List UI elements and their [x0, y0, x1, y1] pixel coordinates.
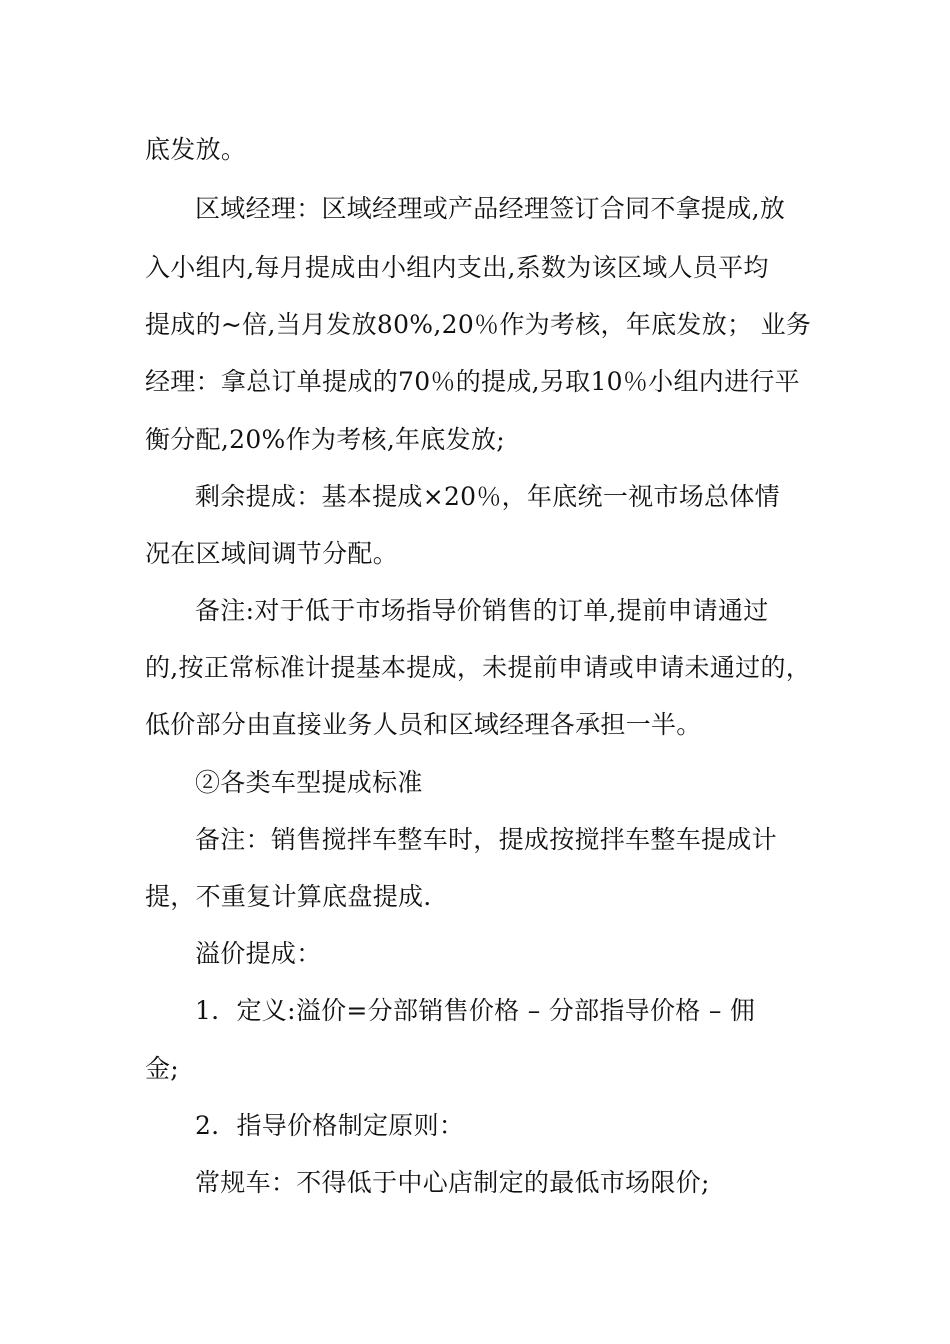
- text-line: 1．定义:溢价=分部销售价格 – 分部指导价格 – 佣: [195, 996, 756, 1025]
- text-line: 经理：拿总订单提成的70％的提成,另取10％小组内进行平: [145, 367, 800, 396]
- text-line: 备注:对于低于市场指导价销售的订单,提前申请通过: [195, 596, 769, 625]
- text-line: 衡分配,20%作为考核,年底发放;: [145, 425, 505, 454]
- section-heading: ②各类车型提成标准: [195, 768, 423, 797]
- text-line: 的,按正常标准计提基本提成，未提前申请或申请未通过的，: [145, 653, 812, 682]
- text-line: 溢价提成：: [195, 939, 322, 968]
- text-line: 备注：销售搅拌车整车时，提成按搅拌车整车提成计: [195, 825, 777, 854]
- text-line: 金;: [145, 1054, 180, 1083]
- text-line: 常规车：不得低于中心店制定的最低市场限价;: [195, 1168, 710, 1197]
- text-line: 区域经理：区域经理或产品经理签订合同不拿提成,放: [195, 194, 786, 223]
- text-line: 入小组内,每月提成由小组内支出,系数为该区域人员平均: [145, 253, 769, 282]
- text-line: 底发放。: [145, 135, 247, 164]
- text-line: 剩余提成：基本提成×20％，年底统一视市场总体情: [195, 482, 780, 511]
- text-line: 2．指导价格制定原则：: [195, 1111, 465, 1140]
- text-line: 低价部分由直接业务人员和区域经理各承担一半。: [145, 710, 702, 739]
- text-line: 提成的~倍,当月发放80%,20％作为考核，年底发放； 业务: [145, 310, 812, 339]
- text-line: 况在区域间调节分配。: [145, 539, 399, 568]
- text-line: 提，不重复计算底盘提成.: [145, 882, 432, 911]
